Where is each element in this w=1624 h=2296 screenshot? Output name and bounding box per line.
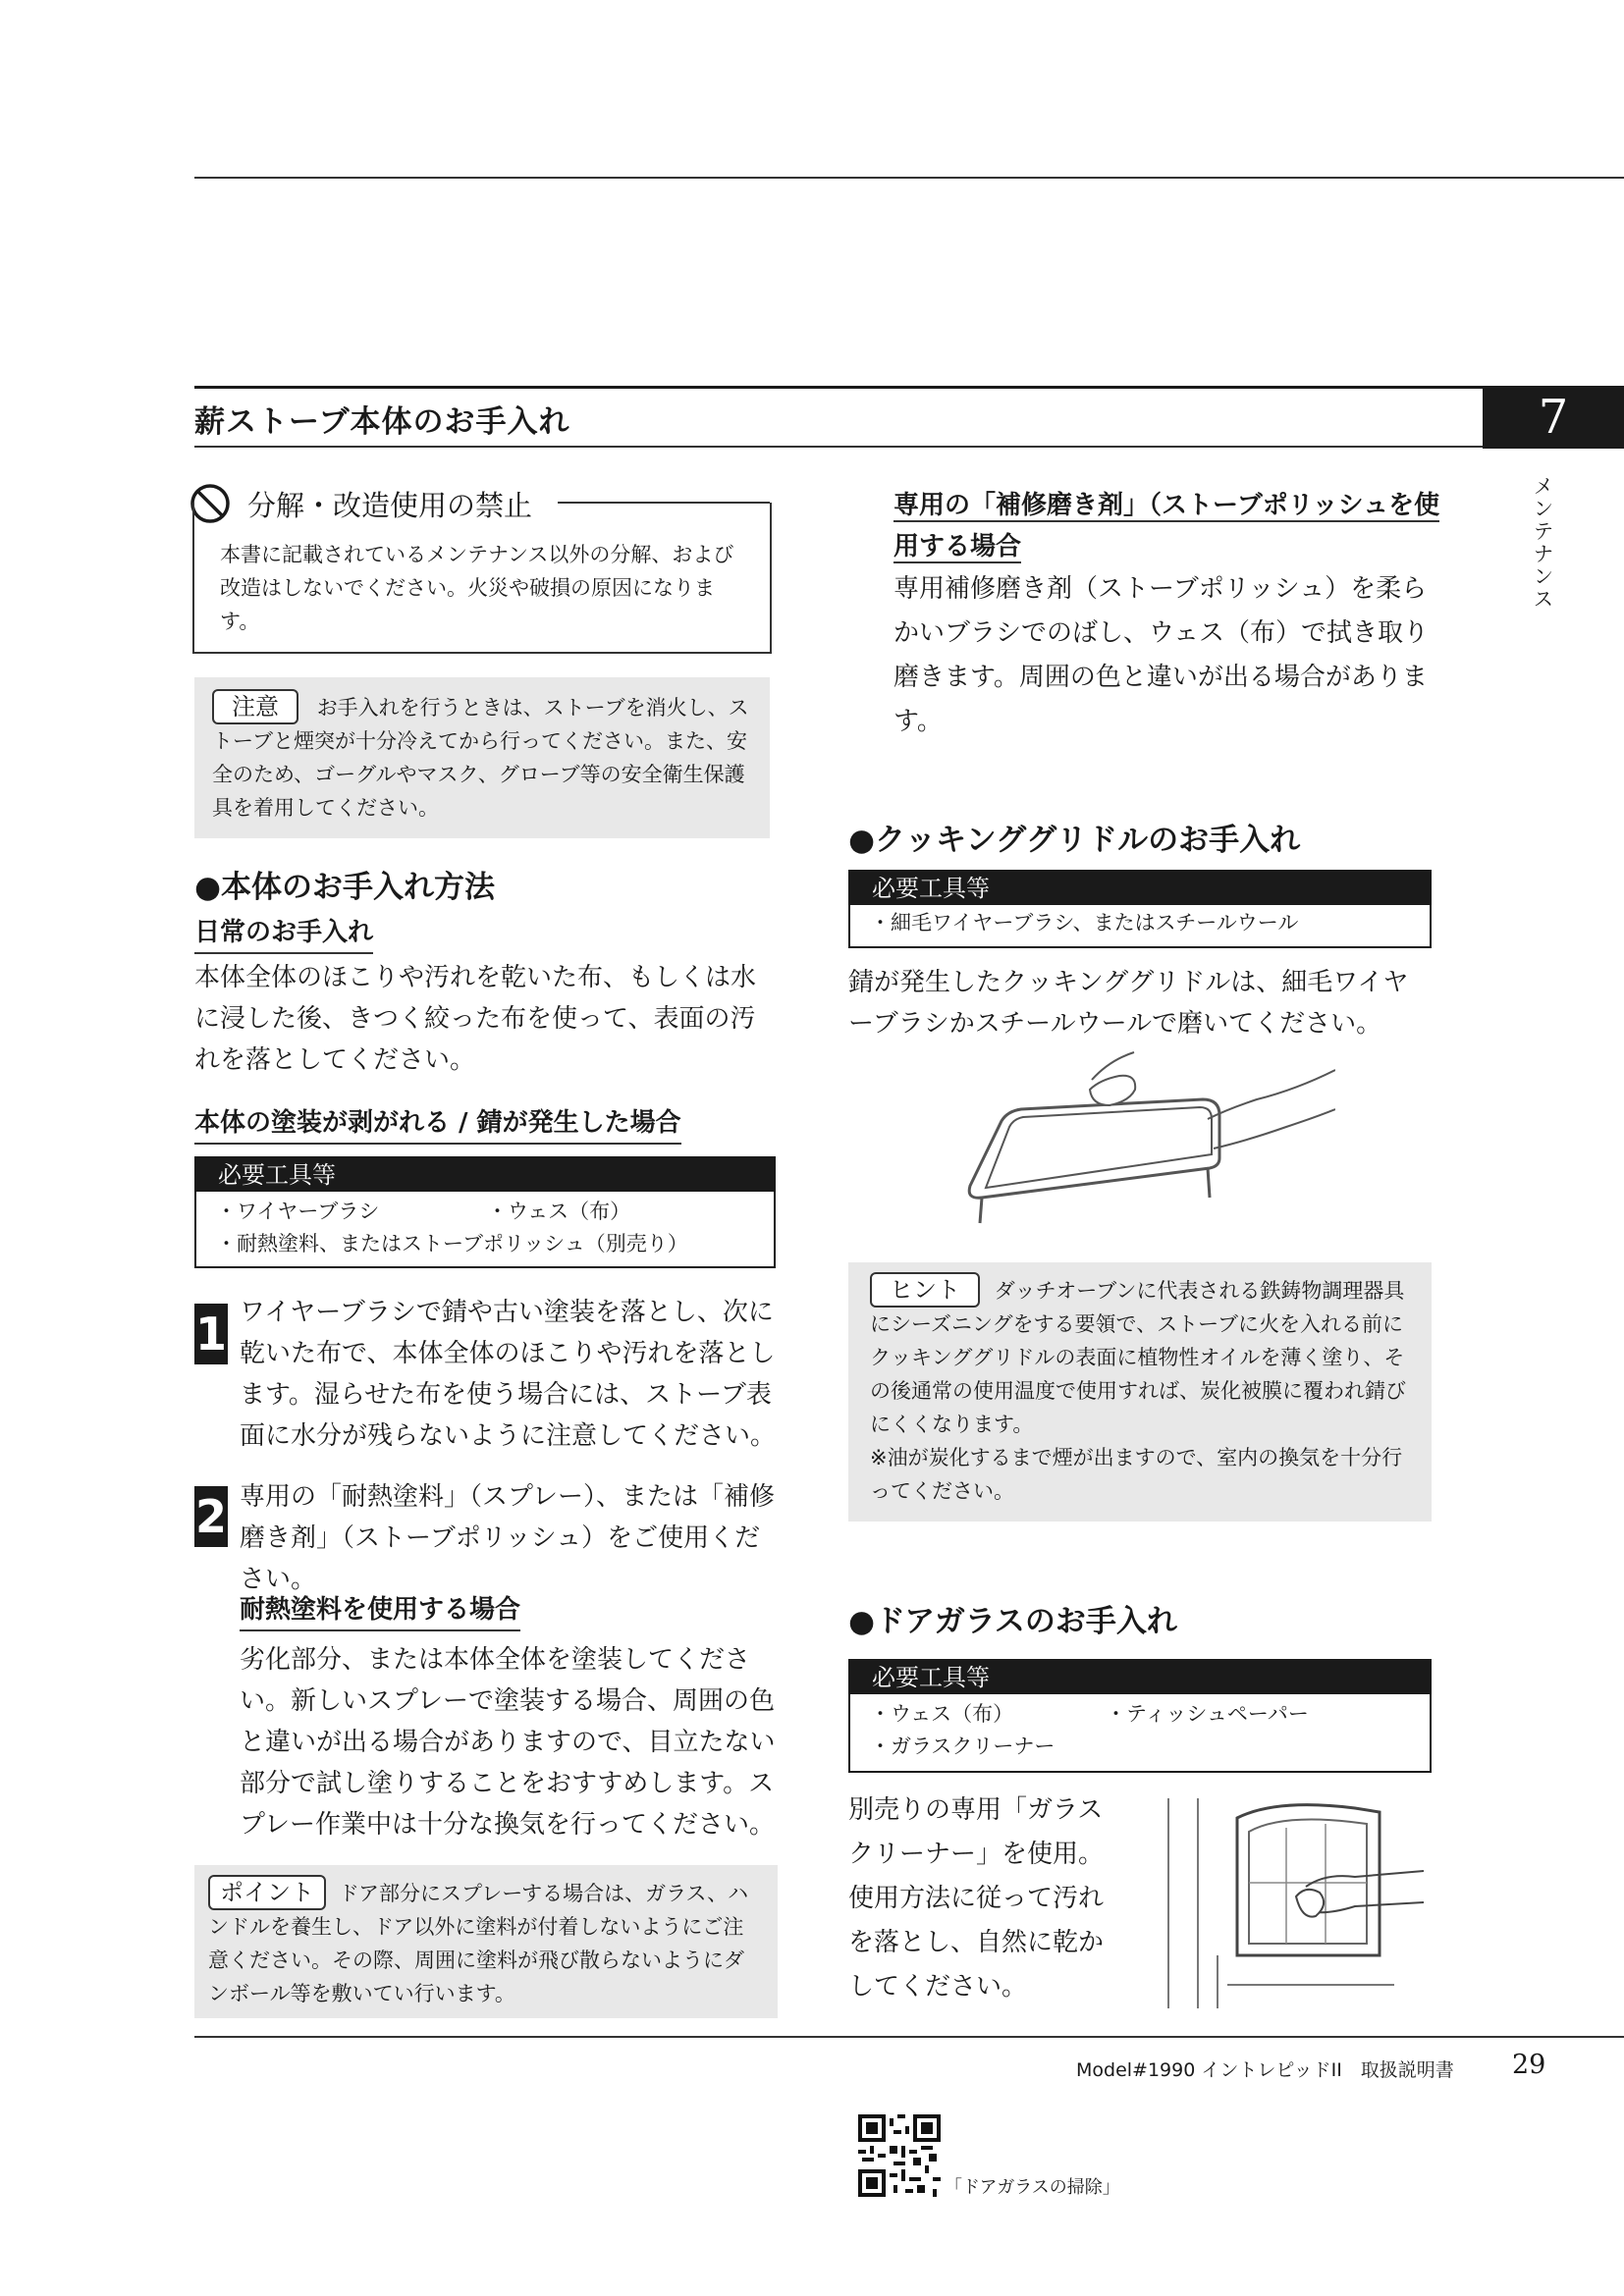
- footer-model: Model#1990 イントレピッドII 取扱説明書: [1076, 2059, 1454, 2081]
- body-care-heading: ●本体のお手入れ方法: [194, 870, 496, 905]
- griddle-illustration: [962, 1050, 1335, 1227]
- paint-tools-box: [194, 1156, 776, 1268]
- polish-text: 専用補修磨き剤（ストーブポリッシュ）を柔らかいブラシでのばし、ウェス（布）で拭き取り磨きます。周囲の色と違いが出る場合があります。: [893, 574, 1429, 736]
- page-number: 29: [1512, 2050, 1546, 2080]
- top-rule: [194, 177, 1624, 179]
- step-text: 専用の「耐熱塗料」（スプレー）、または「補修磨き剤」（ストーブポリッシュ）をご使用ください。: [240, 1482, 775, 1594]
- glass-text: 別売りの専用「ガラスクリーナー」を使用。使用方法に従って汚れを落とし、自然に乾かしてください。: [848, 1795, 1105, 2002]
- tool-item: ・ウェス（布）: [870, 1702, 1014, 1726]
- griddle-tools-box: [848, 870, 1432, 948]
- paint-spray-text: 劣化部分、または本体全体を塗装してください。新しいスプレーで塗装する場合、周囲の色と違いが出る場合がありますので、目立たない部分で試し塗りすることをおすすめします。スプレー作業中は十分な換気を行ってください。: [240, 1645, 776, 1840]
- point-box: [194, 1865, 778, 2018]
- point-tag: ポイント: [208, 1875, 326, 1910]
- header-rule-bottom: [194, 446, 1483, 448]
- step-number: 2: [194, 1486, 228, 1547]
- glass-door-illustration: [1159, 1798, 1424, 2008]
- polish-heading: 専用の「補修磨き剤」（ストーブポリッシュを使用する場合: [893, 491, 1440, 561]
- caution-box: [194, 677, 770, 838]
- hint-text: ダッチオーブンに代表される鉄鋳物調理器具にシーズニングをする要領で、ストーブに火を入れる前にクッキンググリドルの表面に植物性オイルを薄く塗り、その後通常の使用温度で使用すれば、炭化被膜に覆われ錆びにくくなります。: [870, 1279, 1406, 1436]
- griddle-heading: ●クッキンググリドルのお手入れ: [848, 823, 1301, 858]
- footer-rule: [194, 2036, 1624, 2038]
- glass-tools-label: 必要工具等: [850, 1661, 1430, 1694]
- step-text: ワイヤーブラシで錆や古い塗装を落とし、次に乾いた布で、本体全体のほこりや汚れを落とします。湿らせた布を使う場合には、ストーブ表面に水分が残らないように注意してください。: [240, 1298, 777, 1451]
- tool-item: ・ティッシュペーパー: [1106, 1702, 1309, 1726]
- glass-heading: ●ドアガラスのお手入れ: [848, 1604, 1177, 1639]
- prohibition-title: 分解・改造使用の禁止: [247, 489, 533, 522]
- section-title: 薪ストーブ本体のお手入れ: [194, 404, 570, 440]
- prohibition-text: 本書に記載されているメンテナンス以外の分解、および改造はしないでください。火災や破損の原因になります。: [220, 543, 734, 633]
- griddle-tools-label: 必要工具等: [850, 872, 1430, 905]
- hint-tag: ヒント: [870, 1272, 980, 1308]
- paint-tools-label: 必要工具等: [196, 1158, 774, 1192]
- tool-item: ・ウェス（布）: [487, 1200, 631, 1223]
- qr-caption: 「ドアガラスの掃除」: [945, 2177, 1120, 2198]
- qr-code[interactable]: [858, 2114, 941, 2197]
- griddle-text: 錆が発生したクッキンググリドルは、細毛ワイヤーブラシかスチールウールで磨いてください。: [848, 968, 1409, 1039]
- chapter-label: メンテナンス: [1531, 475, 1554, 611]
- hint-box: [848, 1262, 1432, 1522]
- step-number: 1: [194, 1304, 228, 1364]
- caution-tag: 注意: [212, 689, 298, 724]
- tool-item: ・耐熱塗料、またはストーブポリッシュ（別売り）: [216, 1232, 688, 1255]
- glass-tools-box: [848, 1659, 1432, 1773]
- point-text: ドア部分にスプレーする場合は、ガラス、ハンドルを養生し、ドア以外に塗料が付着しないようにご注意ください。その際、周囲に塗料が飛び散らないようにダンボール等を敷いてい行います。: [208, 1882, 749, 2005]
- tool-item: ・ガラスクリーナー: [870, 1735, 1056, 1758]
- tool-item: ・細毛ワイヤーブラシ、またはスチールウール: [870, 911, 1299, 934]
- paint-heading: 本体の塗装が剥がれる / 錆が発生した場合: [194, 1105, 681, 1145]
- daily-heading: 日常のお手入れ: [194, 915, 373, 954]
- caution-text: お手入れを行うときは、ストーブを消火し、ストーブと煙突が十分冷えてから行ってください。また、安全のため、ゴーグルやマスク、グローブ等の安全衛生保護具を着用してください。: [212, 696, 749, 820]
- tool-item: ・ワイヤーブラシ: [216, 1200, 380, 1223]
- chapter-number: 7: [1483, 386, 1624, 449]
- daily-text: 本体全体のほこりや汚れを乾いた布、もしくは水に浸した後、きつく絞った布を使って、表面の汚れを落としてください。: [194, 963, 757, 1075]
- hint-note: ※油が炭化するまで煙が出ますので、室内の換気を十分行ってください。: [870, 1446, 1403, 1503]
- paint-spray-heading: 耐熱塗料を使用する場合: [240, 1592, 520, 1631]
- header-rule-top: [194, 386, 1483, 389]
- prohibition-box: [192, 503, 772, 654]
